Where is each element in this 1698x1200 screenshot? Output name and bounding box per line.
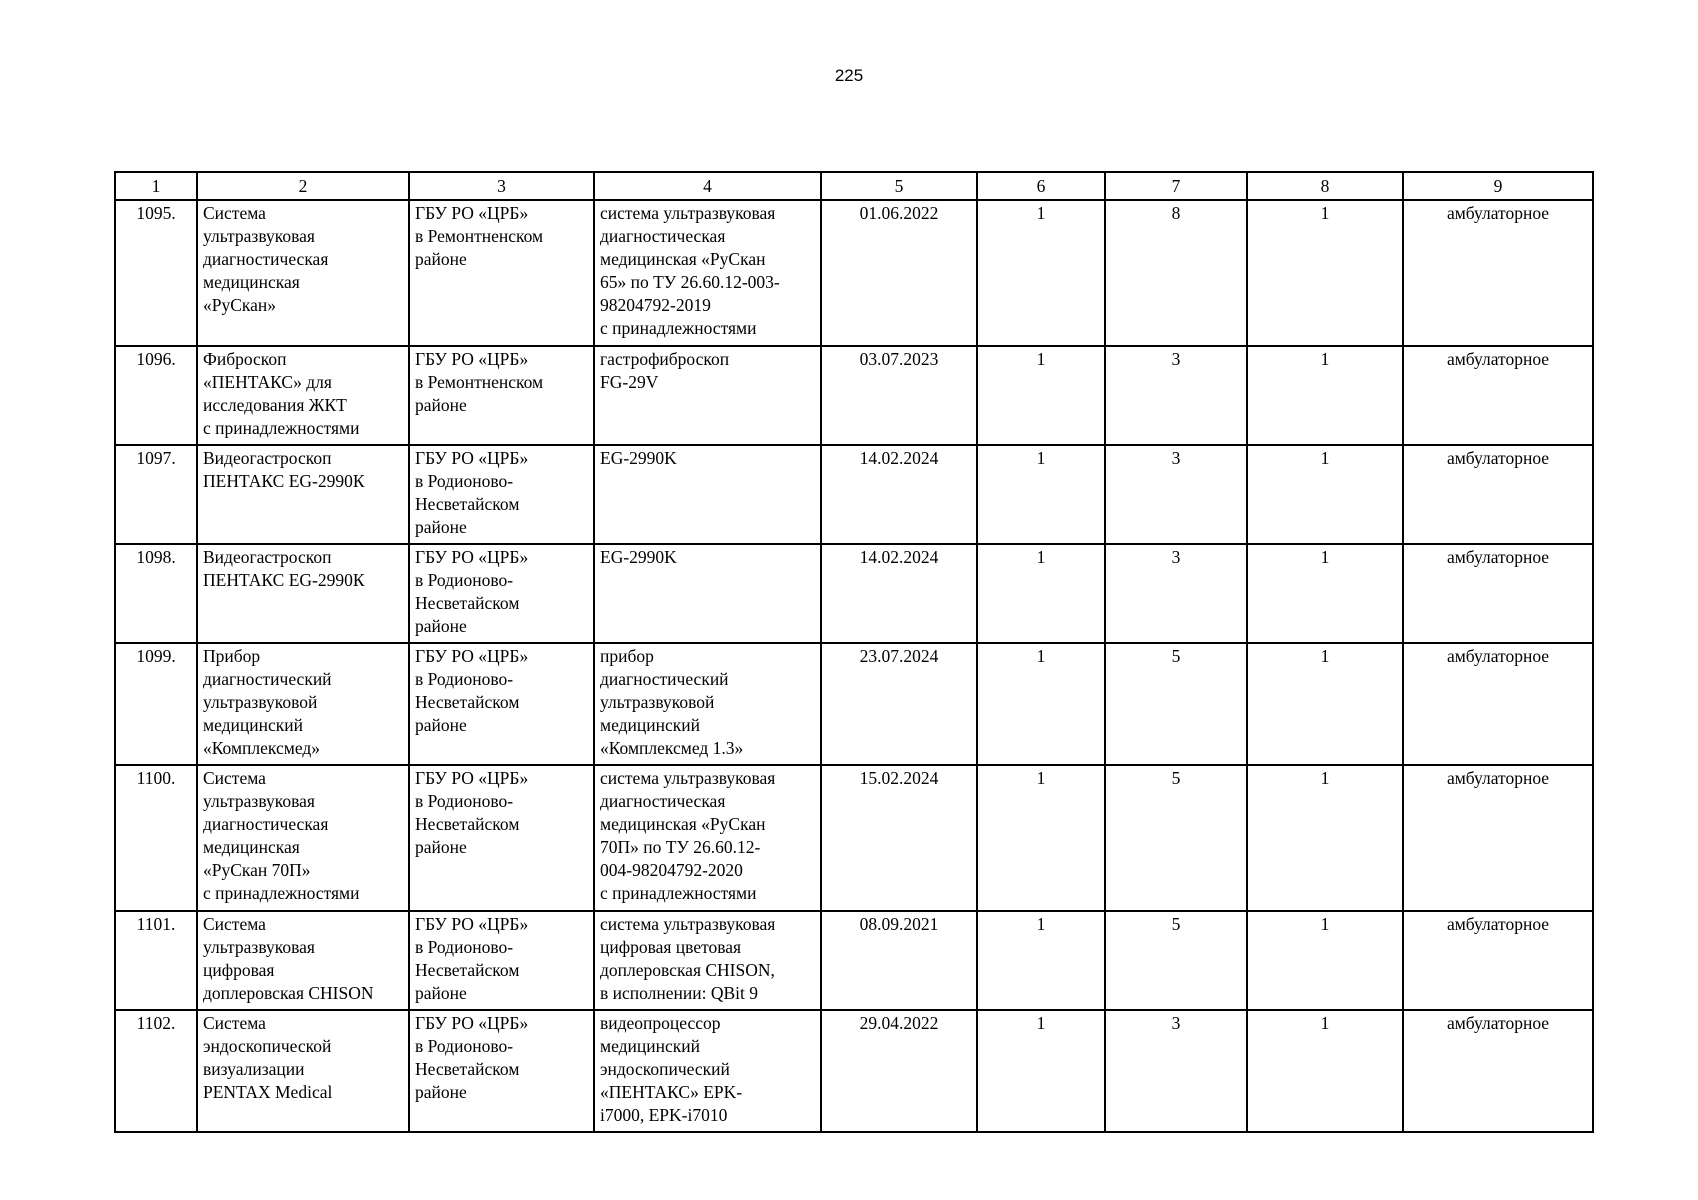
model: прибор диагностический ультразвуковой медицинский «Комплексмед 1.3» [594, 643, 821, 765]
row-number: 1100. [115, 765, 197, 911]
equipment-name: Видеогастроскоп ПЕНТАКС EG-2990К [197, 445, 409, 544]
equipment-table [114, 171, 1594, 1133]
organization: ГБУ РО «ЦРБ» в Родионово- Несветайском районе [409, 1010, 594, 1132]
condition: амбулаторное [1403, 765, 1593, 911]
date: 14.02.2024 [821, 445, 977, 544]
equipment-name: Система ультразвуковая диагностическая медицинская «РуСкан 70П» с принадлежностями [197, 765, 409, 911]
header-row [115, 172, 1593, 200]
col-8-value: 1 [1247, 1010, 1403, 1132]
col-8-value: 1 [1247, 346, 1403, 445]
equipment-name: Видеогастроскоп ПЕНТАКС EG-2990К [197, 544, 409, 643]
equipment-name: Фиброскоп «ПЕНТАКС» для исследования ЖКТ с принадлежностями [197, 346, 409, 445]
organization: ГБУ РО «ЦРБ» в Родионово- Несветайском районе [409, 643, 594, 765]
row-number: 1096. [115, 346, 197, 445]
condition: амбулаторное [1403, 346, 1593, 445]
organization: ГБУ РО «ЦРБ» в Родионово- Несветайском районе [409, 911, 594, 1010]
col-8-value: 1 [1247, 200, 1403, 346]
condition: амбулаторное [1403, 911, 1593, 1010]
col-7-value: 5 [1105, 765, 1247, 911]
row-number: 1095. [115, 200, 197, 346]
organization: ГБУ РО «ЦРБ» в Родионово- Несветайском районе [409, 765, 594, 911]
row-number: 1098. [115, 544, 197, 643]
table-row [115, 911, 1593, 1010]
table-row [115, 200, 1593, 346]
model: видеопроцессор медицинский эндоскопический «ПЕНТАКС» EPK- i7000, EPK-i7010 [594, 1010, 821, 1132]
col-6-value: 1 [977, 200, 1105, 346]
table-row [115, 1010, 1593, 1132]
organization: ГБУ РО «ЦРБ» в Родионово- Несветайском районе [409, 544, 594, 643]
col-6-value: 1 [977, 445, 1105, 544]
condition: амбулаторное [1403, 643, 1593, 765]
table-row [115, 643, 1593, 765]
model: система ультразвуковая диагностическая медицинская «РуСкан 65» по ТУ 26.60.12-003- 98204792-2019 с принадлежностями [594, 200, 821, 346]
model: EG-2990K [594, 445, 821, 544]
organization: ГБУ РО «ЦРБ» в Ремонтненском районе [409, 200, 594, 346]
row-number: 1102. [115, 1010, 197, 1132]
date: 23.07.2024 [821, 643, 977, 765]
col-7-value: 8 [1105, 200, 1247, 346]
col-8-value: 1 [1247, 643, 1403, 765]
col-7-value: 3 [1105, 445, 1247, 544]
col-6-value: 1 [977, 346, 1105, 445]
column-header: 9 [1403, 172, 1593, 200]
equipment-name: Система ультразвуковая цифровая доплеровская CHISON [197, 911, 409, 1010]
equipment-name: Система эндоскопической визуализации PENTAX Medical [197, 1010, 409, 1132]
row-number: 1101. [115, 911, 197, 1010]
table-row [115, 445, 1593, 544]
col-6-value: 1 [977, 911, 1105, 1010]
condition: амбулаторное [1403, 544, 1593, 643]
column-header: 5 [821, 172, 977, 200]
date: 29.04.2022 [821, 1010, 977, 1132]
date: 01.06.2022 [821, 200, 977, 346]
page-number: 225 [834, 66, 864, 85]
organization: ГБУ РО «ЦРБ» в Родионово- Несветайском районе [409, 445, 594, 544]
column-header: 7 [1105, 172, 1247, 200]
table-row [115, 765, 1593, 911]
col-7-value: 3 [1105, 544, 1247, 643]
model: система ультразвуковая диагностическая медицинская «РуСкан 70П» по ТУ 26.60.12- 004-98204792-2020 с принадлежностями [594, 765, 821, 911]
col-6-value: 1 [977, 544, 1105, 643]
col-6-value: 1 [977, 643, 1105, 765]
column-header: 2 [197, 172, 409, 200]
row-number: 1097. [115, 445, 197, 544]
col-8-value: 1 [1247, 765, 1403, 911]
date: 03.07.2023 [821, 346, 977, 445]
column-header: 3 [409, 172, 594, 200]
col-8-value: 1 [1247, 544, 1403, 643]
date: 14.02.2024 [821, 544, 977, 643]
col-6-value: 1 [977, 765, 1105, 911]
table-row [115, 544, 1593, 643]
condition: амбулаторное [1403, 445, 1593, 544]
col-7-value: 5 [1105, 911, 1247, 1010]
col-8-value: 1 [1247, 911, 1403, 1010]
equipment-name: Прибор диагностический ультразвуковой медицинский «Комплексмед» [197, 643, 409, 765]
model: система ультразвуковая цифровая цветовая доплеровская CHISON, в исполнении: QBit 9 [594, 911, 821, 1010]
col-7-value: 5 [1105, 643, 1247, 765]
column-header: 1 [115, 172, 197, 200]
organization: ГБУ РО «ЦРБ» в Ремонтненском районе [409, 346, 594, 445]
column-header: 4 [594, 172, 821, 200]
col-6-value: 1 [977, 1010, 1105, 1132]
equipment-name: Система ультразвуковая диагностическая медицинская «РуСкан» [197, 200, 409, 346]
condition: амбулаторное [1403, 200, 1593, 346]
date: 15.02.2024 [821, 765, 977, 911]
column-header: 8 [1247, 172, 1403, 200]
model: EG-2990K [594, 544, 821, 643]
model: гастрофиброскоп FG-29V [594, 346, 821, 445]
condition: амбулаторное [1403, 1010, 1593, 1132]
date: 08.09.2021 [821, 911, 977, 1010]
col-7-value: 3 [1105, 346, 1247, 445]
col-8-value: 1 [1247, 445, 1403, 544]
col-7-value: 3 [1105, 1010, 1247, 1132]
column-header: 6 [977, 172, 1105, 200]
row-number: 1099. [115, 643, 197, 765]
table-row [115, 346, 1593, 445]
